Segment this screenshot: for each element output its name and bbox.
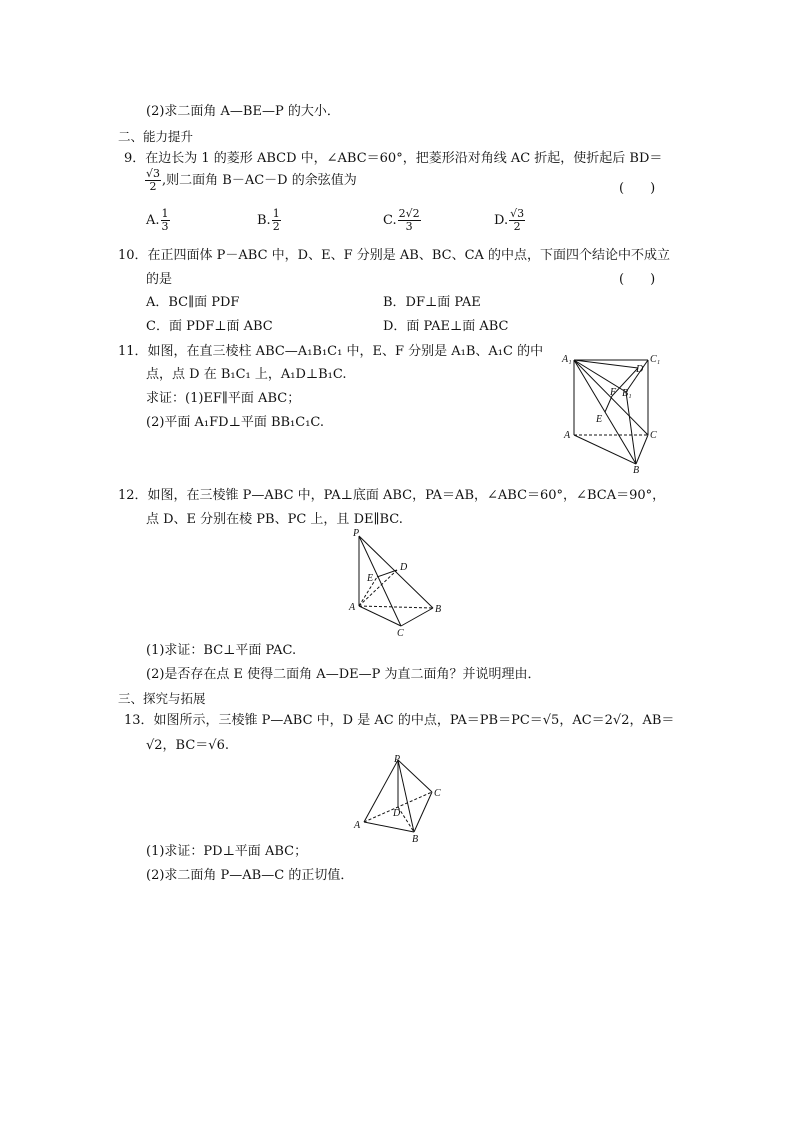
edge-a1d: [574, 360, 638, 368]
section-heading-3: 三、探究与拓展: [118, 691, 206, 706]
q12-line2: 点 D、E 分别在棱 PB、PC 上，且 DE∥BC.: [146, 512, 403, 527]
q11-line3: 求证：(1)EF∥平面 ABC；: [146, 391, 301, 406]
option-fraction: [272, 208, 281, 233]
edge-cb: [414, 792, 432, 832]
edge-pb: [398, 760, 414, 832]
edge-bc: [636, 435, 648, 464]
label-b1: B₁: [622, 388, 632, 399]
q11-prism-figure: [560, 350, 670, 475]
edge-a1b1: [574, 360, 626, 392]
label-a: A: [354, 820, 361, 831]
edge-pc: [398, 760, 432, 792]
q10-option-d: D．面 PAE⊥面 ABC: [383, 319, 509, 334]
q9-line2-text: ,则二面角 B－AC－D 的余弦值为: [162, 173, 357, 188]
label-p: P: [394, 754, 401, 765]
frac-numerator: √3: [146, 167, 161, 180]
q9-option-b: [257, 208, 282, 233]
q11-line1: 11．如图，在直三棱柱 ABC—A₁B₁C₁ 中，E、F 分别是 A₁B、A₁C 的中: [118, 344, 544, 359]
option-fraction: [161, 208, 170, 233]
q9-option-a: [146, 208, 171, 233]
label-b: B: [633, 465, 640, 475]
frac-numerator: √3: [510, 207, 525, 220]
label-c: C: [397, 628, 404, 638]
label-b: B: [435, 604, 442, 615]
label-a: A: [564, 430, 571, 441]
option-fraction: [509, 208, 525, 233]
q12-part2: (2)是否存在点 E 使得二面角 A—DE—P 为直二面角？并说明理由．: [146, 667, 541, 682]
q12-pyramid-figure: [345, 528, 450, 638]
q10-line2: 的是: [146, 272, 173, 287]
q13-pyramid-figure: [348, 752, 448, 842]
q10-line1: 10．在正四面体 P－ABC 中，D、E、F 分别是 AB、BC、CA 的中点，下面四个结论中不成立: [118, 248, 671, 263]
q10-option-c: C．面 PDF⊥面 ABC: [146, 319, 273, 334]
edge-ab: [574, 435, 636, 464]
q12-part1: (1)求证：BC⊥平面 PAC.: [146, 643, 297, 658]
label-d: D: [393, 808, 401, 819]
q8-part2: (2)求二面角 A—BE—P 的大小．: [146, 104, 340, 119]
label-a1: A₁: [562, 354, 572, 365]
frac-denominator: 3: [405, 220, 413, 233]
q9-answer-paren: ( ): [619, 181, 656, 196]
option-label: D.: [494, 213, 509, 228]
q10-option-a: A．BC∥面 PDF: [146, 295, 240, 310]
q13-line1: 13．如图所示，三棱锥 P—ABC 中，D 是 AC 的中点，PA＝PB＝PC＝√5，AC＝2√2，AB＝: [124, 713, 675, 728]
label-c: C: [650, 430, 657, 441]
edge-pc: [359, 536, 401, 626]
q11-line2: 点，点 D 在 B₁C₁ 上，A₁D⊥B₁C.: [146, 367, 347, 382]
label-c: C: [434, 788, 441, 799]
label-d: D: [636, 364, 644, 375]
edge-ac: [359, 606, 401, 626]
q9-line1: 9．在边长为 1 的菱形 ABCD 中，∠ABC＝60°，把菱形沿对角线 AC 折起，使折起后 BD＝: [124, 151, 663, 166]
q9-line2: [144, 168, 357, 193]
edge-pb: [359, 536, 433, 608]
option-label: A.: [146, 213, 160, 228]
q10-answer-paren: ( ): [619, 272, 656, 287]
option-label: C.: [383, 213, 397, 228]
label-e: E: [596, 414, 603, 425]
label-e: E: [367, 573, 374, 584]
frac-numerator: 1: [272, 207, 280, 220]
frac-denominator: 2: [149, 180, 157, 193]
label-a: A: [349, 602, 356, 613]
q9-option-d: [494, 208, 526, 233]
label-d: D: [400, 562, 408, 573]
q9-option-c: [383, 208, 422, 233]
q12-line1: 12．如图，在三棱锥 P—ABC 中，PA⊥底面 ABC，PA＝AB，∠ABC＝60°，∠BCA＝90°，: [118, 488, 666, 503]
section-heading-2: 二、能力提升: [118, 129, 194, 144]
q13-part2: (2)求二面角 P—AB—C 的正切值．: [146, 868, 354, 883]
frac-numerator: 1: [161, 207, 169, 220]
q10-option-b: B．DF⊥面 PAE: [383, 295, 481, 310]
edge-bb1: [626, 392, 636, 464]
edge-ab: [364, 822, 414, 832]
frac-denominator: 2: [513, 220, 521, 233]
edge-ab-hidden: [359, 606, 433, 608]
frac-numerator: 2√2: [398, 207, 420, 220]
q13-line2: √2，BC＝√6.: [146, 738, 229, 753]
label-b: B: [412, 834, 419, 842]
option-label: B.: [257, 213, 271, 228]
line-fe: [605, 396, 612, 412]
q9-fraction-sqrt3-over-2: [145, 168, 161, 193]
line-ad-hidden: [359, 570, 397, 606]
q11-line4: (2)平面 A₁FD⊥平面 BB₁C₁C.: [146, 415, 325, 430]
frac-denominator: 2: [272, 220, 280, 233]
q13-part1: (1)求证：PD⊥平面 ABC；: [146, 844, 308, 859]
label-f: F: [610, 387, 617, 398]
edge-cb: [401, 608, 433, 626]
frac-denominator: 3: [161, 220, 169, 233]
label-p: P: [353, 528, 360, 539]
label-c1: C₁: [650, 354, 661, 365]
option-fraction: [398, 208, 421, 233]
